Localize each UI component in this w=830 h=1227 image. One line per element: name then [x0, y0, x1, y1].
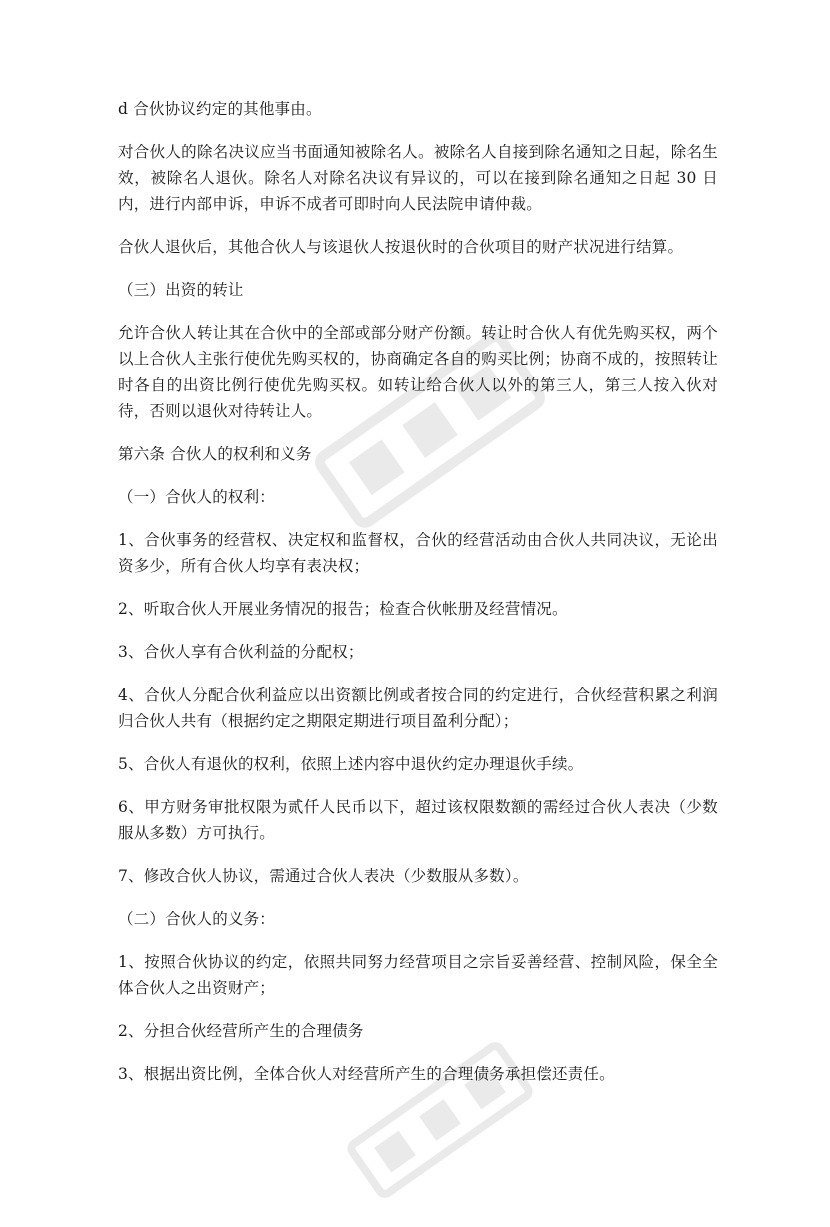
list-item: 2、听取合伙人开展业务情况的报告；检查合伙帐册及经营情况。 [118, 600, 568, 618]
list-item: 3、合伙人享有合伙利益的分配权； [118, 643, 364, 661]
article-heading: 第六条 合伙人的权利和义务 [118, 445, 312, 463]
list-item: 7、修改合伙人协议，需通过合伙人表决（少数服从多数）。 [118, 867, 529, 885]
section-heading: （一）合伙人的权利： [118, 488, 276, 506]
list-item: 6、甲方财务审批权限为贰仟人民币以下，超过该权限数额的需经过合伙人表决（少数服从多数）方可执行。 [118, 798, 718, 842]
paragraph: 允许合伙人转让其在合伙中的全部或部分财产份额。转让时合伙人有优先购买权，两个以上合伙人主张行使优先购买权的，协商确定各自的购买比例；协商不成的，按照转让时各自的出资比例行使优先购买权。如转让给合伙人以外的第三人，第三人按入伙对待，否则以退伙对待转让人。 [118, 324, 718, 420]
list-item: 2、分担合伙经营所产生的合理债务 [118, 1022, 364, 1040]
list-item: 3、根据出资比例，全体合伙人对经营所产生的合理债务承担偿还责任。 [118, 1065, 615, 1083]
paragraph: 合伙人退伙后，其他合伙人与该退伙人按退伙时的合伙项目的财产状况进行结算。 [118, 238, 684, 256]
list-item: 1、合伙事务的经营权、决定权和监督权，合伙的经营活动由合伙人共同决议，无论出资多少，所有合伙人均享有表决权； [118, 531, 718, 575]
paragraph: d 合伙协议约定的其他事由。 [118, 100, 322, 118]
paragraph: 对合伙人的除名决议应当书面通知被除名人。被除名人自接到除名通知之日起，除名生效，被除名人退伙。除名人对除名决议有异议的，可以在接到除名通知之日起 30 日内，进行内部申诉，申诉不成者可即时向人民法院申请仲裁。 [118, 143, 718, 213]
list-item: 5、合伙人有退伙的权利，依照上述内容中退伙约定办理退伙手续。 [118, 755, 584, 773]
list-item: 4、合伙人分配合伙利益应以出资额比例或者按合同的约定进行，合伙经营积累之利润归合伙人共有（根据约定之期限定期进行项目盈利分配）； [118, 686, 718, 730]
section-heading: （三）出资的转让 [118, 281, 244, 299]
document-body [118, 96, 718, 1104]
list-item: 1、按照合伙协议的约定，依照共同努力经营项目之宗旨妥善经营、控制风险，保全全体合伙人之出资财产； [118, 953, 718, 997]
section-heading: （二）合伙人的义务： [118, 910, 276, 928]
